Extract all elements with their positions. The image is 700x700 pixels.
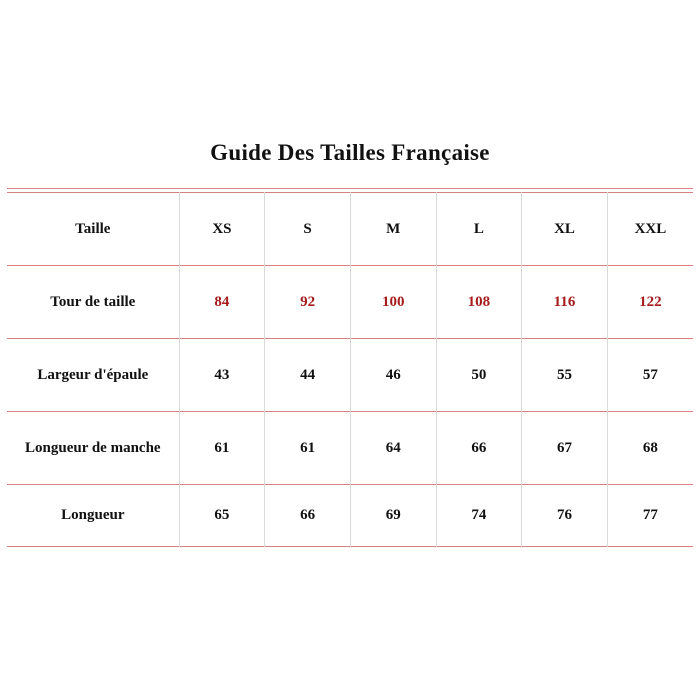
size-s-header: S: [265, 193, 351, 266]
table-cell: 69: [350, 485, 436, 547]
table-cell: 55: [522, 339, 608, 412]
page-title: Guide Des Tailles Française: [210, 140, 490, 165]
table-cell: 66: [436, 412, 522, 485]
table-cell: 100: [350, 266, 436, 339]
table-cell: 116: [522, 266, 608, 339]
table-cell: 61: [179, 412, 265, 485]
table-cell: 68: [607, 412, 693, 485]
table-cell: 64: [350, 412, 436, 485]
table-cell: 65: [179, 485, 265, 547]
top-divider: [7, 188, 693, 189]
table-row-largeur-epaule: [7, 339, 693, 412]
table-cell: 108: [436, 266, 522, 339]
size-guide-table-wrapper: [7, 188, 693, 547]
table-cell: 92: [265, 266, 351, 339]
size-m-header: M: [350, 193, 436, 266]
table-row-longueur: [7, 485, 693, 547]
table-cell: 122: [607, 266, 693, 339]
table-cell: 66: [265, 485, 351, 547]
size-xs-header: XS: [179, 193, 265, 266]
size-xl-header: XL: [522, 193, 608, 266]
row-label: Longueur de manche: [25, 439, 161, 456]
table-cell: 57: [607, 339, 693, 412]
table-cell: 43: [179, 339, 265, 412]
row-label: Longueur: [61, 507, 125, 523]
size-l-header: L: [436, 193, 522, 266]
table-row-longueur-de-manche: [7, 412, 693, 485]
header-label: Taille: [75, 220, 111, 237]
table-cell: 76: [522, 485, 608, 547]
row-label: Tour de taille: [50, 293, 136, 310]
table-cell: 67: [522, 412, 608, 485]
table-row-tour-de-taille: [7, 266, 693, 339]
table-cell: 61: [265, 412, 351, 485]
size-guide-table: [7, 192, 693, 547]
table-cell: 44: [265, 339, 351, 412]
table-cell: 50: [436, 339, 522, 412]
size-xxl-header: XXL: [607, 193, 693, 266]
table-cell: 84: [179, 266, 265, 339]
table-cell: 77: [607, 485, 693, 547]
row-label: Largeur d'épaule: [37, 366, 149, 383]
table-cell: 46: [350, 339, 436, 412]
table-header-row: [7, 193, 693, 266]
table-cell: 74: [436, 485, 522, 547]
